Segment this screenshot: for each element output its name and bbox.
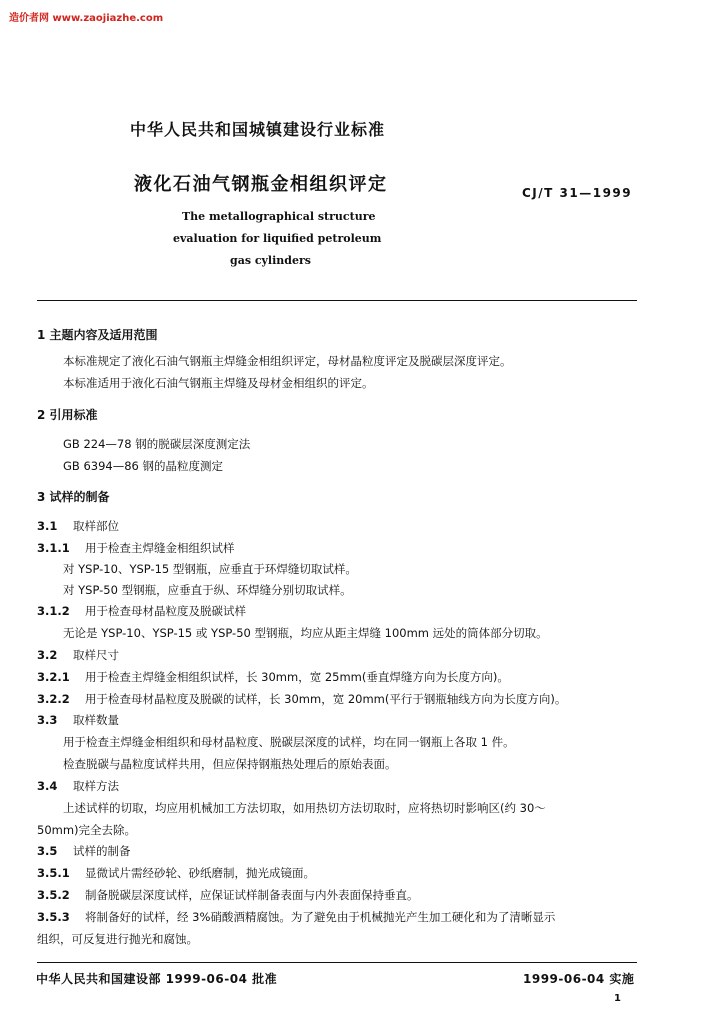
clause-number: 3.5.3: [37, 910, 70, 924]
clause-title: 用于检查母材晶粒度及脱碳试样: [85, 604, 246, 618]
clause-3-5-3-continuation: 组织，可反复进行抛光和腐蚀。: [37, 932, 198, 946]
clause-title: 取样方法: [73, 779, 119, 793]
footer-divider: [37, 962, 637, 963]
clause-3-5-3: [37, 909, 555, 925]
section-1-line-1: 本标准规定了液化石油气钢瓶主焊缝金相组织评定，母材晶粒度评定及脱碳层深度评定。: [63, 354, 512, 368]
clause-3-4: [37, 778, 119, 794]
clause-text: 显微试片需经砂轮、砂纸磨制，抛光成镜面。: [85, 866, 315, 880]
title-en-line-2: evaluation for liquified petroleum: [173, 232, 382, 245]
watermark: 造价者网 www.zaojiazhe.com: [9, 13, 164, 24]
clause-text: 用于检查主焊缝金相组织试样，长 30mm，宽 25mm(垂直焊缝方向为长度方向)。: [85, 670, 509, 684]
clause-number: 3.2.2: [37, 692, 70, 706]
clause-3-2-2: [37, 691, 566, 707]
reference-2: GB 6394—86 钢的晶粒度测定: [63, 459, 224, 473]
title-cn: 液化石油气钢瓶金相组织评定: [134, 174, 388, 195]
clause-number: 3.1.1: [37, 541, 70, 555]
approval-line: 中华人民共和国建设部 1999-06-04 批准: [36, 972, 278, 986]
clause-3-1-1-line-1: 对 YSP-10、YSP-15 型钢瓶，应垂直于环焊缝切取试样。: [63, 562, 357, 576]
clause-number: 3.5.1: [37, 866, 70, 880]
page-number: 1: [614, 993, 621, 1004]
clause-3-1: [37, 518, 119, 534]
clause-number: 3.2: [37, 648, 58, 662]
section-2-heading: 2 引用标准: [37, 408, 98, 422]
clause-number: 3.4: [37, 779, 58, 793]
clause-title: 取样部位: [73, 519, 119, 533]
clause-number: 3.3: [37, 713, 58, 727]
clause-3-3-line-2: 检查脱碳与晶粒度试样共用，但应保持钢瓶热处理后的原始表面。: [63, 757, 397, 771]
clause-text: 制备脱碳层深度试样，应保证试样制备表面与内外表面保持垂直。: [85, 888, 419, 902]
header-divider: [37, 300, 637, 301]
clause-3-4-line-1: 上述试样的切取，均应用机械加工方法切取，如用热切方法切取时，应将热切时影响区(约 30～: [63, 801, 546, 815]
section-1-heading: 1 主题内容及适用范围: [37, 328, 158, 342]
clause-3-1-2-line-1: 无论是 YSP-10、YSP-15 或 YSP-50 型钢瓶，均应从距主焊缝 100mm 远处的筒体部分切取。: [63, 626, 548, 640]
title-en-line-3: gas cylinders: [230, 254, 311, 267]
clause-title: 取样尺寸: [73, 648, 119, 662]
clause-number: 3.5.2: [37, 888, 70, 902]
implementation-line: 1999-06-04 实施: [523, 972, 635, 986]
clause-3-5-2: [37, 887, 419, 903]
clause-3-1-1-line-2: 对 YSP-50 型钢瓶，应垂直于纵、环焊缝分别切取试样。: [63, 583, 352, 597]
clause-3-2-1: [37, 669, 509, 685]
clause-text: 用于检查母材晶粒度及脱碳的试样，长 30mm，宽 20mm(平行于钢瓶轴线方向为长度方向)。: [85, 692, 567, 706]
clause-number: 3.1.2: [37, 604, 70, 618]
clause-text: 将制备好的试样，经 3%硝酸酒精腐蚀。为了避免由于机械抛光产生加工硬化和为了清晰显示: [85, 910, 556, 924]
standard-type: 中华人民共和国城镇建设行业标准: [130, 120, 386, 139]
clause-3-5: [37, 843, 131, 859]
title-en-line-1: The metallographical structure: [182, 210, 376, 223]
clause-number: 3.5: [37, 844, 58, 858]
standard-code: CJ/T 31—1999: [522, 186, 633, 200]
clause-3-3-line-1: 用于检查主焊缝金相组织和母材晶粒度、脱碳层深度的试样，均在同一钢瓶上各取 1 件。: [63, 735, 515, 749]
clause-3-3: [37, 712, 119, 728]
clause-number: 3.2.1: [37, 670, 70, 684]
clause-number: 3.1: [37, 519, 58, 533]
clause-3-1-1: [37, 540, 235, 556]
clause-3-5-1: [37, 865, 315, 881]
section-1-line-2: 本标准适用于液化石油气钢瓶主焊缝及母材金相组织的评定。: [63, 376, 374, 390]
clause-3-2: [37, 647, 119, 663]
clause-3-1-2: [37, 603, 246, 619]
reference-1: GB 224—78 钢的脱碳层深度测定法: [63, 437, 251, 451]
clause-title: 用于检查主焊缝金相组织试样: [85, 541, 235, 555]
clause-title: 试样的制备: [73, 844, 131, 858]
clause-title: 取样数量: [73, 713, 119, 727]
clause-3-4-line-2: 50mm)完全去除。: [37, 823, 137, 837]
section-3-heading: 3 试样的制备: [37, 490, 110, 504]
